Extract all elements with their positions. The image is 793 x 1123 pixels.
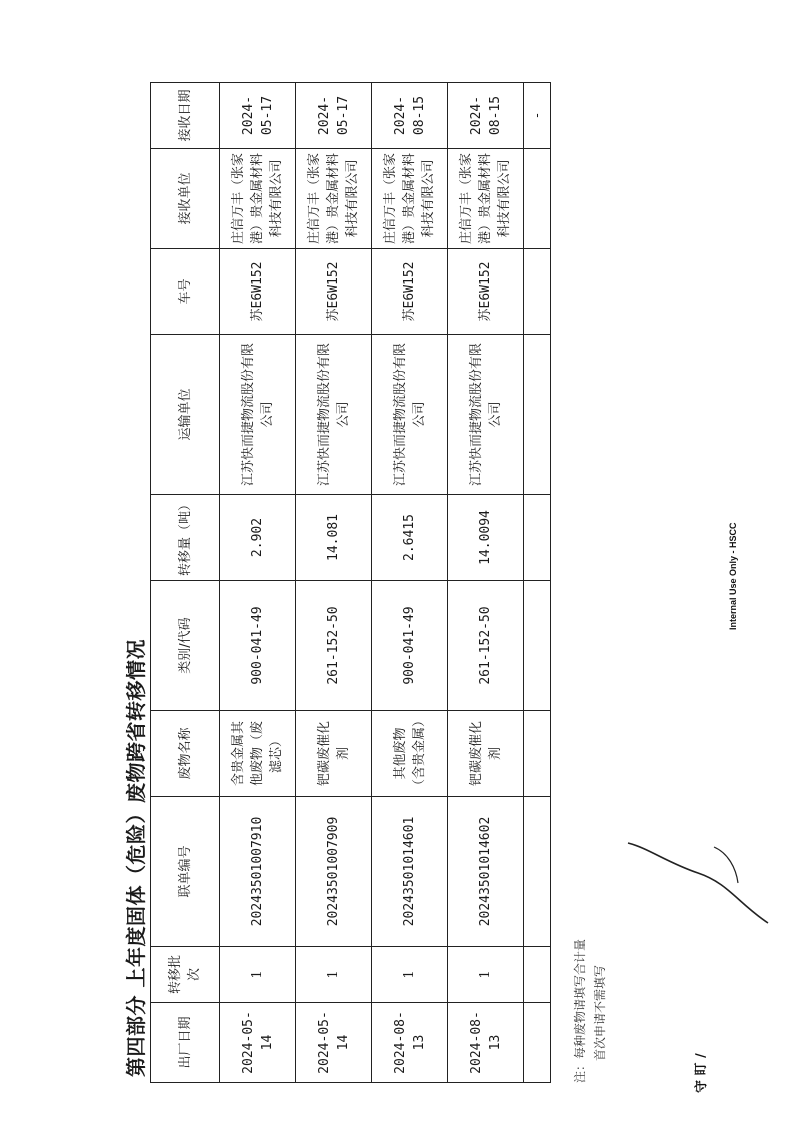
blank-cell-mark: - xyxy=(524,83,551,149)
cell-waste-name: 其他废物（含贵金属） xyxy=(372,711,448,797)
blank-cell xyxy=(524,149,551,249)
cell-date: 2024-08-13 xyxy=(448,1003,524,1083)
cell-quantity: 14.081 xyxy=(296,495,372,581)
cell-manifest: 20243501014602 xyxy=(448,797,524,947)
blank-cell xyxy=(524,335,551,495)
table-row xyxy=(220,83,296,1083)
watermark-text: Internal Use Only - HSCC xyxy=(728,522,738,630)
cell-waste-name: 钯碳废催化剂 xyxy=(448,711,524,797)
cell-receive-date: 2024-08-15 xyxy=(372,83,448,149)
cell-batch: 1 xyxy=(372,947,448,1003)
cell-manifest: 20243501014601 xyxy=(372,797,448,947)
cell-date: 2024-05-14 xyxy=(296,1003,372,1083)
table-row xyxy=(372,83,448,1083)
cell-plate: 苏E6W152 xyxy=(372,249,448,335)
cell-quantity: 14.0094 xyxy=(448,495,524,581)
note-line: 首次申请不需填写 xyxy=(593,964,607,1061)
blank-cell xyxy=(524,797,551,947)
cell-category-code: 261-152-50 xyxy=(296,581,372,711)
table-row xyxy=(448,83,524,1083)
watermark-box xyxy=(728,500,744,630)
header-receiver: 接收单位 xyxy=(151,149,220,249)
cell-date: 2024-05-14 xyxy=(220,1003,296,1083)
cell-receiver: 庄信万丰（张家港）贵金属材料科技有限公司 xyxy=(296,149,372,249)
waste-transfer-table xyxy=(150,82,551,1083)
blank-cell xyxy=(524,249,551,335)
cell-plate: 苏E6W152 xyxy=(448,249,524,335)
cell-transport-unit: 江苏快而捷物流股份有限公司 xyxy=(372,335,448,495)
blank-cell xyxy=(524,711,551,797)
cell-batch: 1 xyxy=(220,947,296,1003)
signature-scribble-icon xyxy=(618,823,778,943)
cell-category-code: 900-041-49 xyxy=(220,581,296,711)
cell-receiver: 庄信万丰（张家港）贵金属材料科技有限公司 xyxy=(372,149,448,249)
cell-plate: 苏E6W152 xyxy=(220,249,296,335)
header-receive-date: 接收日期 xyxy=(151,83,220,149)
cell-manifest: 20243501007909 xyxy=(296,797,372,947)
header-date: 出厂日期 xyxy=(151,1003,220,1083)
header-waste-name: 废物名称 xyxy=(151,711,220,797)
blank-cell xyxy=(524,581,551,711)
handwritten-mark: 守 盯 / xyxy=(693,1053,710,1094)
header-category-code: 类别/代码 xyxy=(151,581,220,711)
cell-waste-name: 含贵金属其他废物（废滤芯） xyxy=(220,711,296,797)
cell-batch: 1 xyxy=(296,947,372,1003)
cell-category-code: 261-152-50 xyxy=(448,581,524,711)
header-quantity: 转移量（吨） xyxy=(151,495,220,581)
header-manifest: 联单编号 xyxy=(151,797,220,947)
cell-receive-date: 2024-08-15 xyxy=(448,83,524,149)
blank-cell xyxy=(524,1003,551,1083)
cell-waste-name: 钯碳废催化剂 xyxy=(296,711,372,797)
cell-quantity: 2.6415 xyxy=(372,495,448,581)
cell-plate: 苏E6W152 xyxy=(296,249,372,335)
header-plate: 车号 xyxy=(151,249,220,335)
header-batch: 转移批次 xyxy=(151,947,220,1003)
cell-receiver: 庄信万丰（张家港）贵金属材料科技有限公司 xyxy=(220,149,296,249)
header-transport-unit: 运输单位 xyxy=(151,335,220,495)
cell-receive-date: 2024-05-17 xyxy=(296,83,372,149)
table-row xyxy=(296,83,372,1083)
page-title: 第四部分 上年度固体（危险）废物跨省转移情况 xyxy=(124,639,148,1077)
note-line: 注：每种废物请填写合计量 xyxy=(573,938,587,1083)
cell-batch: 1 xyxy=(448,947,524,1003)
table-header-row xyxy=(151,83,220,1083)
blank-cell xyxy=(524,947,551,1003)
blank-cell xyxy=(524,495,551,581)
cell-category-code: 900-041-49 xyxy=(372,581,448,711)
cell-manifest: 20243501007910 xyxy=(220,797,296,947)
cell-quantity: 2.902 xyxy=(220,495,296,581)
notes xyxy=(570,939,610,1083)
cell-transport-unit: 江苏快而捷物流股份有限公司 xyxy=(296,335,372,495)
cell-transport-unit: 江苏快而捷物流股份有限公司 xyxy=(220,335,296,495)
table-blank-row xyxy=(524,83,551,1083)
cell-receive-date: 2024-05-17 xyxy=(220,83,296,149)
cell-transport-unit: 江苏快而捷物流股份有限公司 xyxy=(448,335,524,495)
cell-receiver: 庄信万丰（张家港）贵金属材料科技有限公司 xyxy=(448,149,524,249)
cell-date: 2024-08-13 xyxy=(372,1003,448,1083)
